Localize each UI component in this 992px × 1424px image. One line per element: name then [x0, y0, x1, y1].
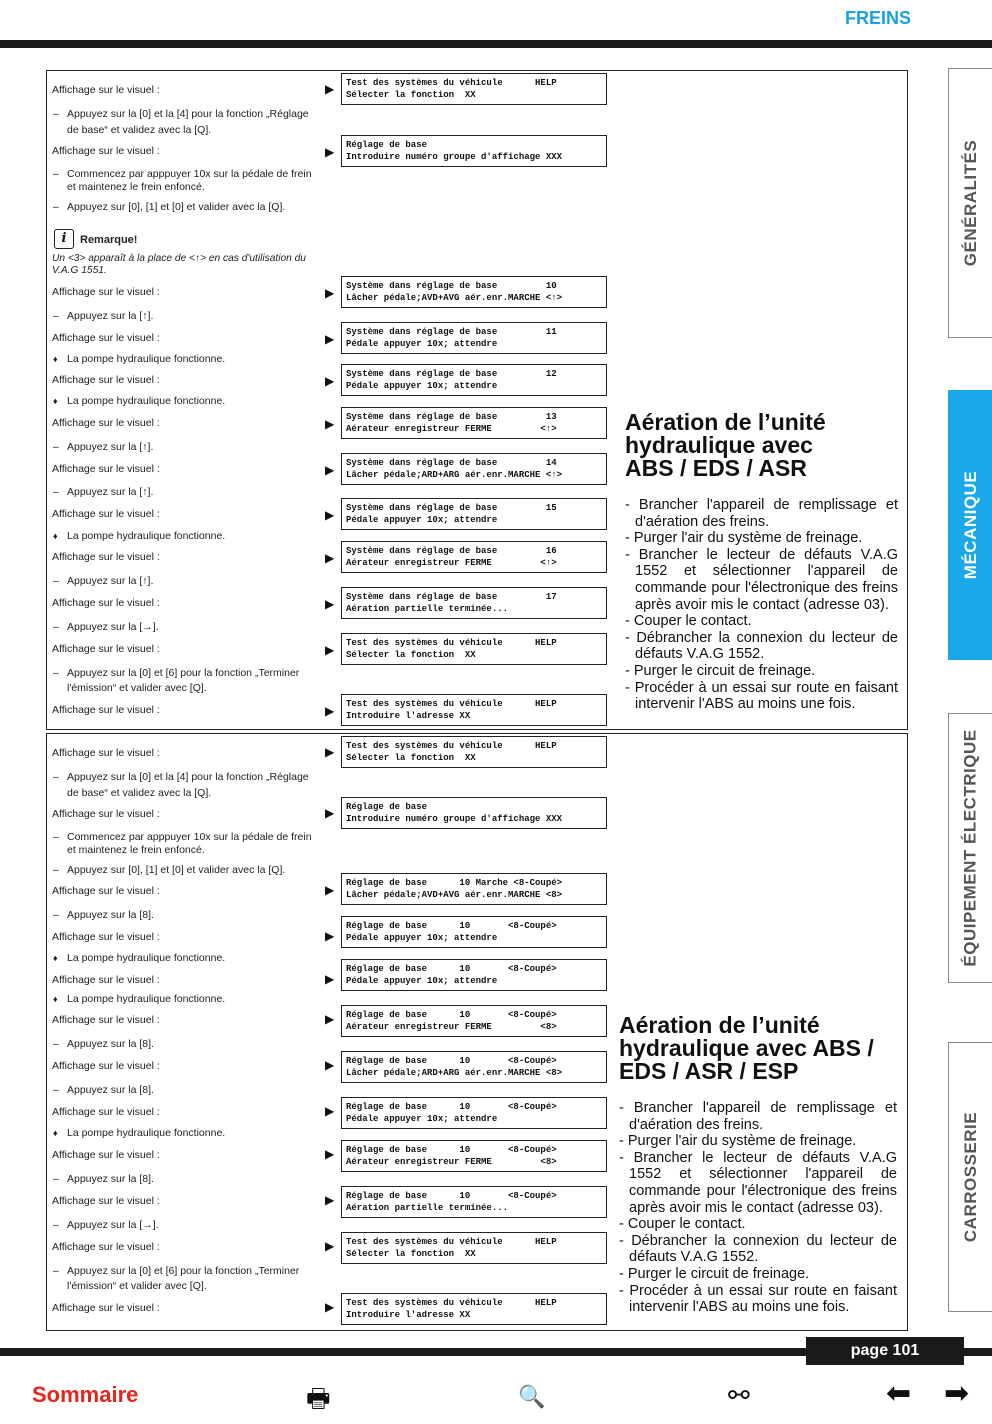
- page-number: page 101: [806, 1337, 964, 1365]
- arrow-right-icon: ▶: [325, 745, 335, 759]
- procedure-step: - Brancher le lecteur de défauts V.A.G 1552 et sélectionner l'appareil de commande pour l'électronique des freins après avoir mis le contact (adresse 03).: [619, 1149, 897, 1216]
- tab-generalites-label: GÉNÉRALITÉS: [961, 139, 980, 267]
- lcd-display: Système dans réglage de base 12 Pédale appuyer 10x; attendre: [341, 364, 607, 396]
- arrow-right-icon[interactable]: ➡: [944, 1377, 970, 1410]
- tab-equipement-electrique[interactable]: [948, 713, 992, 983]
- instruction-line: – Appuyez sur la [→].: [52, 621, 159, 634]
- instruction-line: Affichage sur le visuel :: [52, 1014, 160, 1026]
- arrow-right-icon: ▶: [325, 286, 335, 300]
- lcd-display: Réglage de base 10 <8-Coupé> Aérateur enregistreur FERME <8>: [341, 1140, 607, 1172]
- instruction-line: Affichage sur le visuel :: [52, 974, 160, 986]
- lcd-display: Système dans réglage de base 13 Aérateur enregistreur FERME <↑>: [341, 407, 607, 439]
- arrow-right-icon: ▶: [325, 1147, 335, 1161]
- tab-equipement-label: ÉQUIPEMENT ÉLECTRIQUE: [961, 729, 980, 967]
- instruction-line: – Appuyez sur la [8].: [52, 1084, 154, 1097]
- arrow-right-icon: ▶: [325, 551, 335, 565]
- instruction-line: Affichage sur le visuel :: [52, 1302, 160, 1314]
- lcd-display: Réglage de base 10 <8-Coupé> Pédale appuyer 10x; attendre: [341, 916, 607, 948]
- instruction-line: ♦ La pompe hydraulique fonctionne.: [52, 353, 225, 366]
- instruction-line: l'émission“ et valider avec [Q].: [67, 1280, 207, 1292]
- instruction-line: ♦ La pompe hydraulique fonctionne.: [52, 395, 225, 408]
- procedure-step: - Procéder à un essai sur route en faisant intervenir l'ABS au moins une fois.: [625, 679, 898, 713]
- procedure-steps: [619, 1100, 897, 1316]
- instruction-line: ♦ La pompe hydraulique fonctionne.: [52, 952, 225, 965]
- instruction-line: Affichage sur le visuel :: [52, 808, 160, 820]
- arrow-right-icon: ▶: [325, 374, 335, 388]
- lcd-display: Test des systèmes du véhicule HELP Introduire l'adresse XX: [341, 694, 607, 726]
- arrow-right-icon: ▶: [325, 1012, 335, 1026]
- lcd-display: Système dans réglage de base 10 Lâcher pédale;AVD+AVG aér.enr.MARCHE <↑>: [341, 276, 607, 308]
- instruction-line: – Appuyez sur la [0] et la [4] pour la fonction „Réglage: [52, 108, 309, 121]
- lcd-display: Système dans réglage de base 14 Lâcher pédale;ARD+ARG aér.enr.MARCHE <↑>: [341, 453, 607, 485]
- instruction-line: Affichage sur le visuel :: [52, 508, 160, 520]
- instruction-line: Affichage sur le visuel :: [52, 1195, 160, 1207]
- lcd-display: Système dans réglage de base 15 Pédale appuyer 10x; attendre: [341, 498, 607, 530]
- section-title: Aération de l’unité hydraulique avec ABS / EDS / ASR / ESP: [619, 1012, 874, 1084]
- instruction-line: Affichage sur le visuel :: [52, 1106, 160, 1118]
- arrow-right-icon: ▶: [325, 972, 335, 986]
- arrow-right-icon: ▶: [325, 508, 335, 522]
- instruction-line: Affichage sur le visuel :: [52, 463, 160, 475]
- lcd-display: Test des systèmes du véhicule HELP Introduire l'adresse XX: [341, 1293, 607, 1325]
- instruction-line: Affichage sur le visuel :: [52, 417, 160, 429]
- instruction-line: Affichage sur le visuel :: [52, 1149, 160, 1161]
- instruction-line: ♦ La pompe hydraulique fonctionne.: [52, 993, 225, 1006]
- search-page-icon[interactable]: 🔍: [518, 1384, 546, 1409]
- instruction-line: Affichage sur le visuel :: [52, 145, 160, 157]
- arrow-right-icon: ▶: [325, 704, 335, 718]
- procedure-step: - Procéder à un essai sur route en faisant intervenir l'ABS au moins une fois.: [619, 1282, 897, 1316]
- instruction-line: – Appuyez sur [0], [1] et [0] et valider avec la [Q].: [52, 201, 285, 214]
- arrow-right-icon: ▶: [325, 1104, 335, 1118]
- instruction-line: – Appuyez sur la [→].: [52, 1219, 159, 1232]
- arrow-right-icon: ▶: [325, 883, 335, 897]
- instruction-line: – Appuyez sur la [0] et la [4] pour la fonction „Réglage: [52, 771, 309, 784]
- lcd-display: Test des systèmes du véhicule HELP Sélecter la fonction XX: [341, 73, 607, 105]
- arrow-right-icon: ▶: [325, 597, 335, 611]
- tab-carrosserie[interactable]: [948, 1042, 992, 1312]
- note-text: Un <3> apparaît à la place de <↑> en cas d'utilisation du: [52, 253, 306, 264]
- note-heading: Remarque!: [80, 234, 138, 246]
- printer-icon[interactable]: 🖶: [306, 1383, 331, 1413]
- instruction-line: – Appuyez sur la [↑].: [52, 486, 153, 499]
- instruction-line: l'émission“ et valider avec [Q].: [67, 682, 207, 694]
- note-text: V.A.G 1551.: [52, 265, 107, 276]
- instruction-line: – Commencez par apppuyer 10x sur la pédale de frein: [52, 168, 312, 181]
- tab-mecanique-label: MÉCANIQUE: [961, 470, 980, 580]
- lcd-display: Test des systèmes du véhicule HELP Sélecter la fonction XX: [341, 633, 607, 665]
- instruction-line: Affichage sur le visuel :: [52, 597, 160, 609]
- arrow-right-icon: ▶: [325, 1239, 335, 1253]
- instruction-line: – Appuyez sur la [↑].: [52, 441, 153, 454]
- lcd-display: Système dans réglage de base 16 Aérateur enregistreur FERME <↑>: [341, 541, 607, 573]
- section-abs-eds-asr: [46, 70, 908, 730]
- lcd-display: Test des systèmes du véhicule HELP Sélecter la fonction XX: [341, 736, 607, 768]
- info-icon: i: [54, 229, 74, 249]
- instruction-line: et maintenez le frein enfoncé.: [67, 844, 205, 856]
- instruction-line: – Appuyez sur la [↑].: [52, 575, 153, 588]
- arrow-right-icon: ▶: [325, 82, 335, 96]
- section-title: Aération de l’unité hydraulique avec ABS / EDS / ASR: [625, 409, 826, 481]
- arrow-right-icon: ▶: [325, 1300, 335, 1314]
- procedure-step: - Couper le contact.: [619, 1216, 746, 1233]
- instruction-line: – Appuyez sur la [0] et [6] pour la fonction „Terminer: [52, 667, 299, 680]
- arrow-right-icon: ▶: [325, 1193, 335, 1207]
- instruction-line: Affichage sur le visuel :: [52, 374, 160, 386]
- lcd-display: Réglage de base 10 <8-Coupé> Pédale appuyer 10x; attendre: [341, 959, 607, 991]
- instruction-line: Affichage sur le visuel :: [52, 1241, 160, 1253]
- lcd-display: Test des systèmes du véhicule HELP Sélecter la fonction XX: [341, 1232, 607, 1264]
- procedure-steps: [625, 497, 898, 713]
- procedure-step: - Brancher le lecteur de défauts V.A.G 1552 et sélectionner l'appareil de commande pour l'électronique des freins après avoir mis le contact (adresse 03).: [625, 546, 898, 613]
- instruction-line: Affichage sur le visuel :: [52, 1060, 160, 1072]
- instruction-line: Affichage sur le visuel :: [52, 643, 160, 655]
- procedure-step: - Brancher l'appareil de remplissage et d'aération des freins.: [619, 1100, 897, 1133]
- top-bar: [0, 40, 992, 48]
- procedure-step: - Débrancher la connexion du lecteur de défauts V.A.G 1552.: [625, 629, 898, 663]
- arrow-right-icon: ▶: [325, 643, 335, 657]
- arrow-right-icon: ▶: [325, 145, 335, 159]
- instruction-line: et maintenez le frein enfoncé.: [67, 181, 205, 193]
- tab-mecanique[interactable]: [948, 390, 992, 660]
- procedure-step: - Brancher l'appareil de remplissage et d'aération des freins.: [625, 497, 898, 530]
- arrow-right-icon: ▶: [325, 1058, 335, 1072]
- instruction-line: Affichage sur le visuel :: [52, 885, 160, 897]
- sommaire-link[interactable]: Sommaire: [32, 1382, 139, 1407]
- instruction-line: ♦ La pompe hydraulique fonctionne.: [52, 530, 225, 543]
- arrow-right-icon: ▶: [325, 332, 335, 346]
- instruction-line: Affichage sur le visuel :: [52, 551, 160, 563]
- procedure-step: - Purger l'air du système de freinage.: [625, 530, 863, 547]
- lcd-display: Système dans réglage de base 11 Pédale appuyer 10x; attendre: [341, 322, 607, 354]
- procedure-step: - Couper le contact.: [625, 613, 752, 630]
- instruction-line: Affichage sur le visuel :: [52, 931, 160, 943]
- lcd-display: Réglage de base Introduire numéro groupe d'affichage XXX: [341, 797, 607, 829]
- lcd-display: Réglage de base 10 <8-Coupé> Aérateur enregistreur FERME <8>: [341, 1005, 607, 1037]
- instruction-line: – Appuyez sur la [↑].: [52, 310, 153, 323]
- instruction-line: Affichage sur le visuel :: [52, 286, 160, 298]
- instruction-line: – Appuyez sur la [8].: [52, 1173, 154, 1186]
- arrow-left-icon[interactable]: ⬅: [886, 1377, 912, 1410]
- instruction-line: – Appuyez sur [0], [1] et [0] et valider avec la [Q].: [52, 864, 285, 877]
- arrow-right-icon: ▶: [325, 806, 335, 820]
- arrow-right-icon: ▶: [325, 929, 335, 943]
- lcd-display: Réglage de base 10 <8-Coupé> Pédale appuyer 10x; attendre: [341, 1097, 607, 1129]
- lcd-display: Système dans réglage de base 17 Aération partielle terminée...: [341, 587, 607, 619]
- procedure-step: - Débrancher la connexion du lecteur de défauts V.A.G 1552.: [619, 1232, 897, 1266]
- instruction-line: – Commencez par apppuyer 10x sur la pédale de frein: [52, 831, 312, 844]
- section-abs-eds-asr-esp: [46, 733, 908, 1331]
- instruction-line: – Appuyez sur la [8].: [52, 1038, 154, 1051]
- instruction-line: – Appuyez sur la [8].: [52, 909, 154, 922]
- procedure-step: - Purger le circuit de freinage.: [619, 1265, 810, 1282]
- instruction-line: de base“ et validez avec la [Q].: [67, 787, 212, 799]
- lcd-display: Réglage de base Introduire numéro groupe d'affichage XXX: [341, 135, 607, 167]
- procedure-step: - Purger le circuit de freinage.: [625, 662, 816, 679]
- instruction-line: – Appuyez sur la [0] et [6] pour la fonction „Terminer: [52, 1265, 299, 1278]
- header-title: FREINS: [845, 8, 912, 28]
- binoculars-icon[interactable]: ⚯: [728, 1380, 750, 1410]
- lcd-display: Réglage de base 10 Marche <8-Coupé> Lâcher pédale;AVD+AVG aér.enr.MARCHE <8>: [341, 873, 607, 905]
- instruction-line: Affichage sur le visuel :: [52, 747, 160, 759]
- instruction-line: Affichage sur le visuel :: [52, 84, 160, 96]
- tab-generalites[interactable]: [948, 68, 992, 338]
- instruction-line: de base“ et validez avec la [Q].: [67, 124, 212, 136]
- lcd-display: Réglage de base 10 <8-Coupé> Lâcher pédale;ARD+ARG aér.enr.MARCHE <8>: [341, 1051, 607, 1083]
- lcd-display: Réglage de base 10 <8-Coupé> Aération partielle terminée...: [341, 1186, 607, 1218]
- instruction-line: Affichage sur le visuel :: [52, 704, 160, 716]
- instruction-line: ♦ La pompe hydraulique fonctionne.: [52, 1127, 225, 1140]
- arrow-right-icon: ▶: [325, 417, 335, 431]
- instruction-line: Affichage sur le visuel :: [52, 332, 160, 344]
- arrow-right-icon: ▶: [325, 463, 335, 477]
- tab-carrosserie-label: CARROSSERIE: [961, 1111, 980, 1243]
- procedure-step: - Purger l'air du système de freinage.: [619, 1133, 857, 1150]
